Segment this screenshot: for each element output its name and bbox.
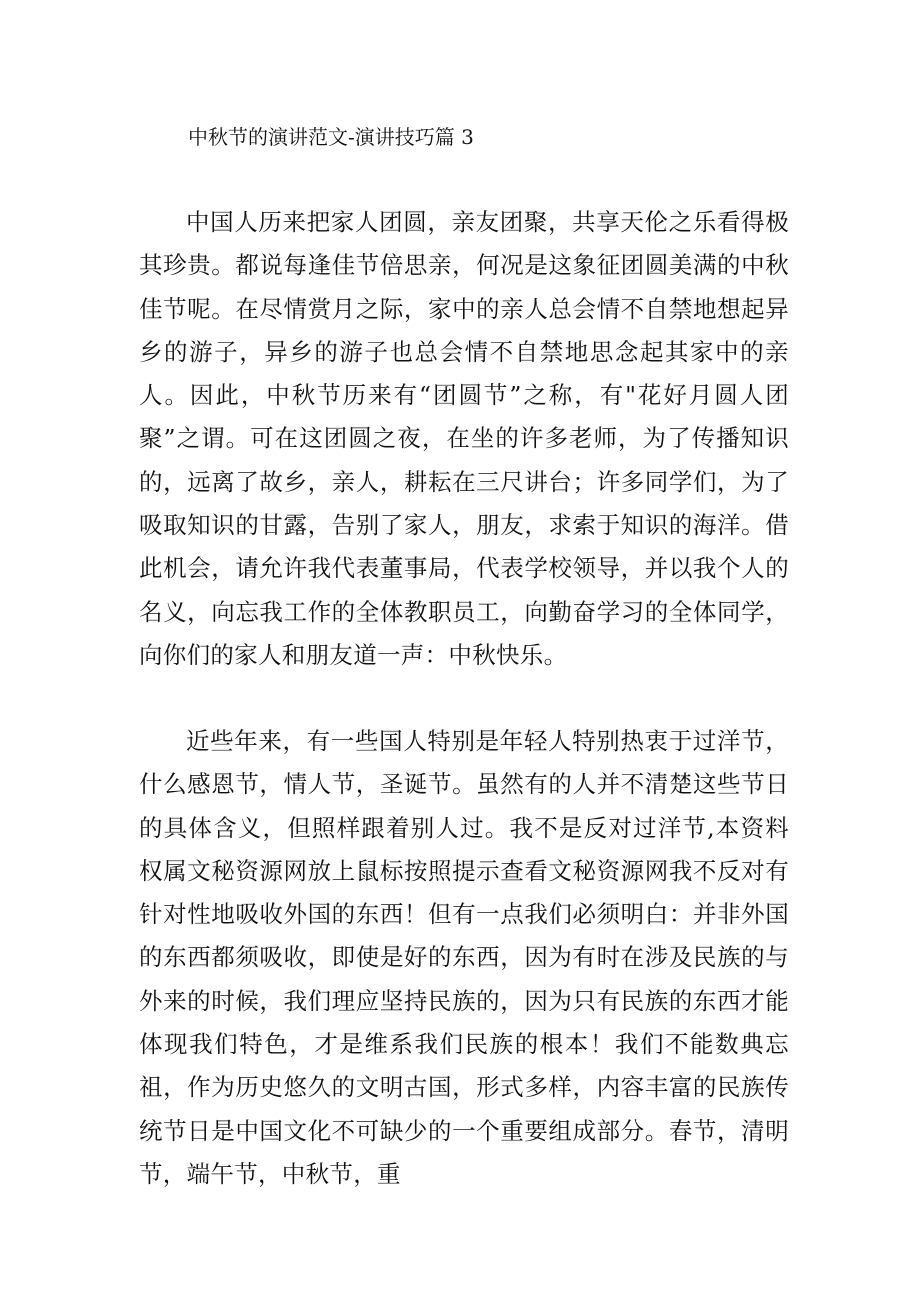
paragraph-2: 近些年来，有一些国人特别是年轻人特别热衷于过洋节，什么感恩节，情人节，圣诞节。虽然有的人并不清楚这些节日的具体含义，但照样跟着别人过。我不是反对过洋节,本资料权属文秘资源网放上鼠标按照提示查看文秘资源网我不反对有针对性地吸收外国的东西！但有一点我们必须明白：并非外国的东西都须吸收，即使是好的东西，因为有时在涉及民族的与外来的时候，我们理应坚持民族的，因为只有民族的东西才能体现我们特色，才是维系我们民族的根本！我们不能数典忘祖，作为历史悠久的文明古国，形式多样，内容丰富的民族传统节日是中国文化不可缺少的一个重要组成部分。春节，清明节，端午节，中秋节，重 <box>139 727 789 1188</box>
document-title: 中秋节的演讲范文-演讲技巧篇 3 <box>188 125 474 149</box>
paragraph-1: 中国人历来把家人团圆，亲友团聚，共享天伦之乐看得极其珍贵。都说每逢佳节倍思亲，何况是这象征团圆美满的中秋佳节呢。在尽情赏月之际，家中的亲人总会情不自禁地想起异乡的游子，异乡的游子也总会情不自禁地思念起其家中的亲人。因此，中秋节历来有“团圆节”之称，有"花好月圆人团聚”之谓。可在这团圆之夜，在坐的许多老师，为了传播知识的，远离了故乡，亲人，耕耘在三尺讲台；许多同学们，为了吸取知识的甘露，告别了家人，朋友，求索于知识的海洋。借此机会，请允许我代表董事局，代表学校领导，并以我个人的名义，向忘我工作的全体教职员工，向勤奋学习的全体同学，向你们的家人和朋友道一声：中秋快乐。 <box>139 208 789 669</box>
